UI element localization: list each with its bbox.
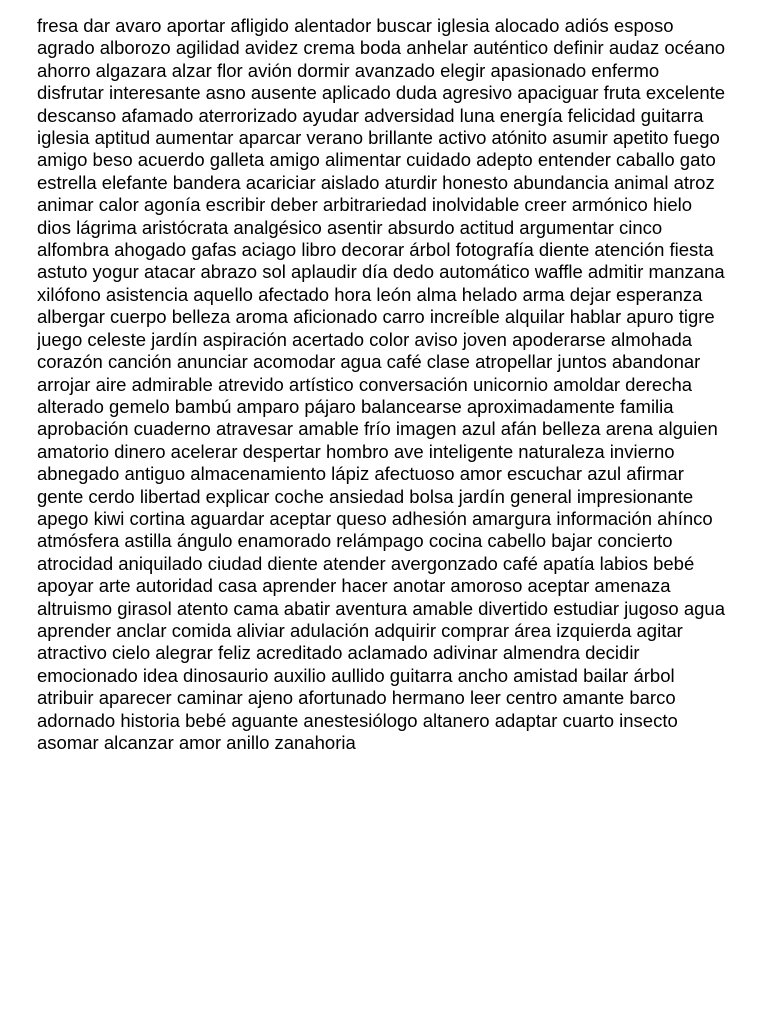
text-line: asomar alcanzar amor anillo zanahoria	[37, 732, 356, 753]
text-line: apoyar arte autoridad casa aprender hacer anotar amoroso aceptar amenaza	[37, 575, 671, 597]
text-line: animar calor agonía escribir deber arbitrariedad inolvidable creer armónico hielo	[37, 194, 693, 216]
text-line: alfombra ahogado gafas aciago libro decorar árbol fotografía diente atención fiesta	[37, 239, 714, 261]
text-line: agrado alborozo agilidad avidez crema boda anhelar auténtico definir audaz océano	[37, 37, 726, 59]
text-line: dios lágrima aristócrata analgésico asentir absurdo actitud argumentar cinco	[37, 216, 663, 238]
text-line: estrella elefante bandera acariciar aislado aturdir honesto abundancia animal atroz	[37, 171, 715, 193]
text-line: descanso afamado aterrorizado ayudar adversidad luna energía felicidad guitarra	[37, 104, 704, 126]
text-line: atractivo cielo alegrar feliz acreditado aclamado adivinar almendra decidir	[37, 642, 640, 664]
text-line: atrocidad aniquilado ciudad diente atender avergonzado café apatía labios bebé	[37, 552, 695, 574]
text-line: abnegado antiguo almacenamiento lápiz afectuoso amor escuchar azul afirmar	[37, 463, 684, 485]
text-line: atribuir aparecer caminar ajeno afortunado hermano leer centro amante barco	[37, 687, 676, 709]
text-line: aprobación cuaderno atravesar amable frío imagen azul afán belleza arena alguien	[37, 418, 718, 440]
text-line: atmósfera astilla ángulo enamorado relámpago cocina cabello bajar concierto	[37, 530, 673, 552]
text-line: albergar cuerpo belleza aroma aficionado carro increíble alquilar hablar apuro tigre	[37, 306, 715, 328]
text-line: ahorro algazara alzar flor avión dormir avanzado elegir apasionado enfermo	[37, 59, 660, 81]
text-line: gente cerdo libertad explicar coche ansiedad bolsa jardín general impresionante	[37, 485, 694, 507]
text-line: alterado gemelo bambú amparo pájaro balancearse aproximadamente familia	[37, 395, 674, 417]
text-line: adornado historia bebé aguante anestesiólogo altanero adaptar cuarto insecto	[37, 709, 678, 731]
text-line: altruismo girasol atento cama abatir aventura amable divertido estudiar jugoso agua	[37, 597, 725, 619]
word-list-text-block	[37, 15, 768, 754]
text-line: xilófono asistencia aquello afectado hora león alma helado arma dejar esperanza	[37, 283, 703, 305]
text-line: disfrutar interesante asno ausente aplicado duda agresivo apaciguar fruta excelente	[37, 82, 726, 104]
text-line: fresa dar avaro aportar afligido alentador buscar iglesia alocado adiós esposo	[37, 15, 674, 36]
text-line: amatorio dinero acelerar despertar hombro ave inteligente naturaleza invierno	[37, 440, 675, 462]
text-line: iglesia aptitud aumentar aparcar verano brillante activo atónito asumir apetito fuego	[37, 127, 720, 149]
text-line: juego celeste jardín aspiración acertado color aviso joven apoderarse almohada	[37, 328, 693, 350]
text-line: amigo beso acuerdo galleta amigo alimentar cuidado adepto entender caballo gato	[37, 149, 716, 171]
text-line: aprender anclar comida aliviar adulación adquirir comprar área izquierda agitar	[37, 619, 683, 641]
text-line: corazón canción anunciar acomodar agua café clase atropellar juntos abandonar	[37, 351, 701, 373]
text-line: emocionado idea dinosaurio auxilio aullido guitarra ancho amistad bailar árbol	[37, 664, 675, 686]
text-line: astuto yogur atacar abrazo sol aplaudir día dedo automático waffle admitir manzana	[37, 261, 725, 283]
text-line: apego kiwi cortina aguardar aceptar queso adhesión amargura información ahínco	[37, 507, 713, 529]
text-line: arrojar aire admirable atrevido artístico conversación unicornio amoldar derecha	[37, 373, 693, 395]
